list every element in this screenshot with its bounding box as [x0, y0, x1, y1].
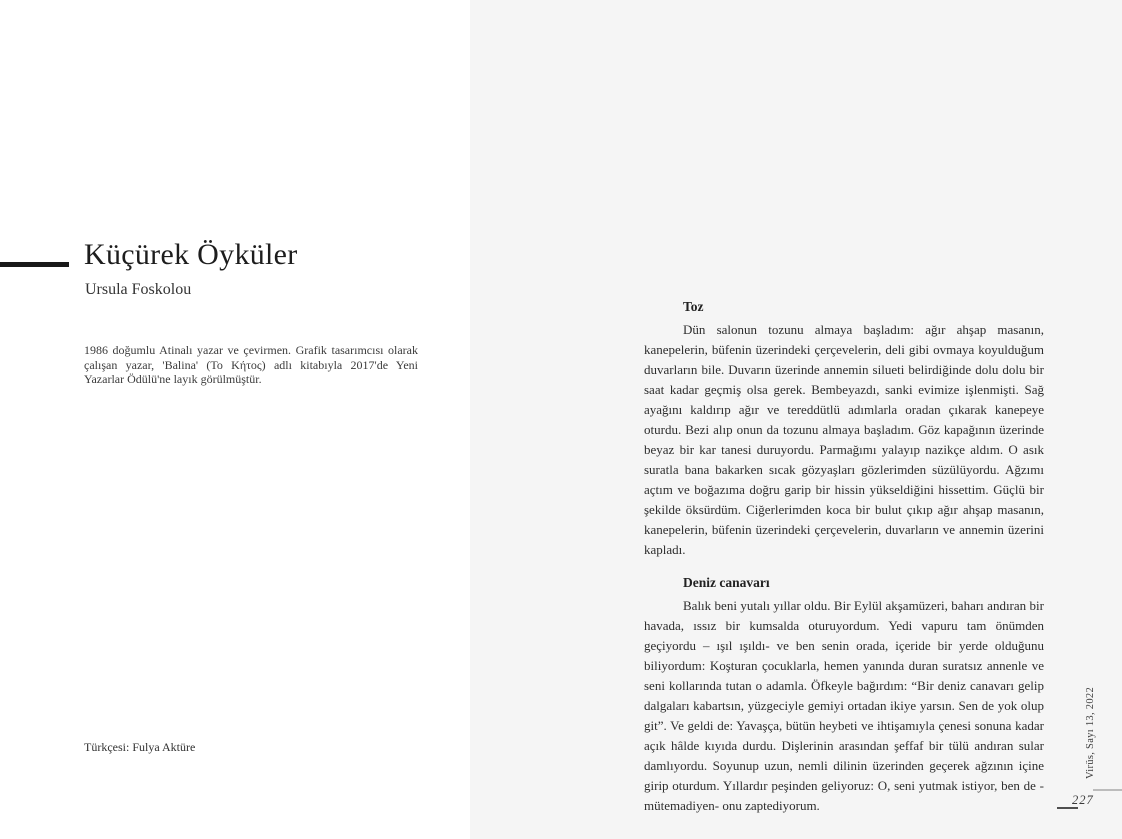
story-toz: [644, 297, 1044, 560]
article-author: Ursula Foskolou: [85, 281, 192, 298]
story-body: Balık beni yutalı yıllar oldu. Bir Eylül akşamüzeri, baharı andıran bir havada, ıssız bir kumsalda oturuyordum. Yedi vapuru tam önümden geçiyordu – ışıl ışıldı- ve ben senin orada, içeride bir yerde olduğunu biliyordum: Koşturan çocuklarla, hemen yanında duran suratsız annenle ve seni kollarında tutan o adamla. Öfkeyle bağırdım: “Bir deniz canavarı gelip dalgaları kabartsın, yüzgeciyle gemiyi ortadan ikiye yarsın. Sen de yok olup git”. Ve geldi de: Yavaşça, bütün heybeti ve ihtişamıyla çenesi sonuna kadar açık hâlde kıyıda durdu. Dişlerinin arasından şeffaf bir tülü andıran sular damlıyordu. Soyunup uzun, nemli dilinin üzerinden geçerek ağzının içine girip oturdum. Yıllardır peşinden geliyoruz: O, seni yutmak istiyor, ben de -mütemadiyen- onu zaptediyorum.: [644, 598, 1044, 813]
story-column: [644, 297, 1044, 816]
story-heading: Deniz canavarı: [683, 575, 770, 590]
translator-credit: Türkçesi: Fulya Aktüre: [84, 740, 196, 754]
page-number-rule: [1093, 789, 1122, 791]
journal-spine-label: Virüs, Sayı 13, 2022: [1085, 687, 1096, 779]
story-body: Dün salonun tozunu almaya başladım: ağır ahşap masanın, kanepelerin, büfenin üzerindeki çerçevelerin, deli gibi ovmaya koyulduğum duvarların bile. Duvarın üzerinde annemin silueti belirdiğinde dolu dolu bir saat kadar geçmiş olsa gerek. Bembeyazdı, sanki evimize işlenmişti. Sağ ayağını kaldırıp ağır ve tereddütlü adımlarla oradan çıkarak kanepeye oturdu. Bezi alıp onun da tozunu almaya başladım. Göz kapağının üzerinde beyaz bir kar tanesi duruyordu. Parmağımı yalayıp nazikçe aldım. O asık suratla bana bakarken sıcak gözyaşları gözlerimden süzülüyordu. Ağzımı açtım ve boğazıma doğru garip bir hissin yükseldiğini hissettim. Güçlü bir şekilde öksürdüm. Ciğerlerimden koca bir bulut çıkıp ağır ahşap masanın, kanepelerin, büfenin üzerindeki çerçevelerin, duvarların ve annemin üzerini kapladı.: [644, 322, 1044, 557]
title-rule: [0, 262, 69, 267]
page-number-underline: [1057, 807, 1078, 809]
page-number: 227: [1072, 793, 1094, 807]
story-heading: Toz: [683, 299, 704, 314]
author-bio: 1986 doğumlu Atinalı yazar ve çevirmen. Grafik tasarımcısı olarak çalışan yazar, 'Balina' (Το Κήτος) adlı kitabıyla 2017'de Yeni Yazarlar Ödülü'ne layık görülmüştür.: [84, 343, 418, 387]
right-page: [470, 0, 1122, 839]
story-deniz-canavari: [644, 573, 1044, 816]
page-title: Küçürek Öyküler: [84, 238, 298, 271]
